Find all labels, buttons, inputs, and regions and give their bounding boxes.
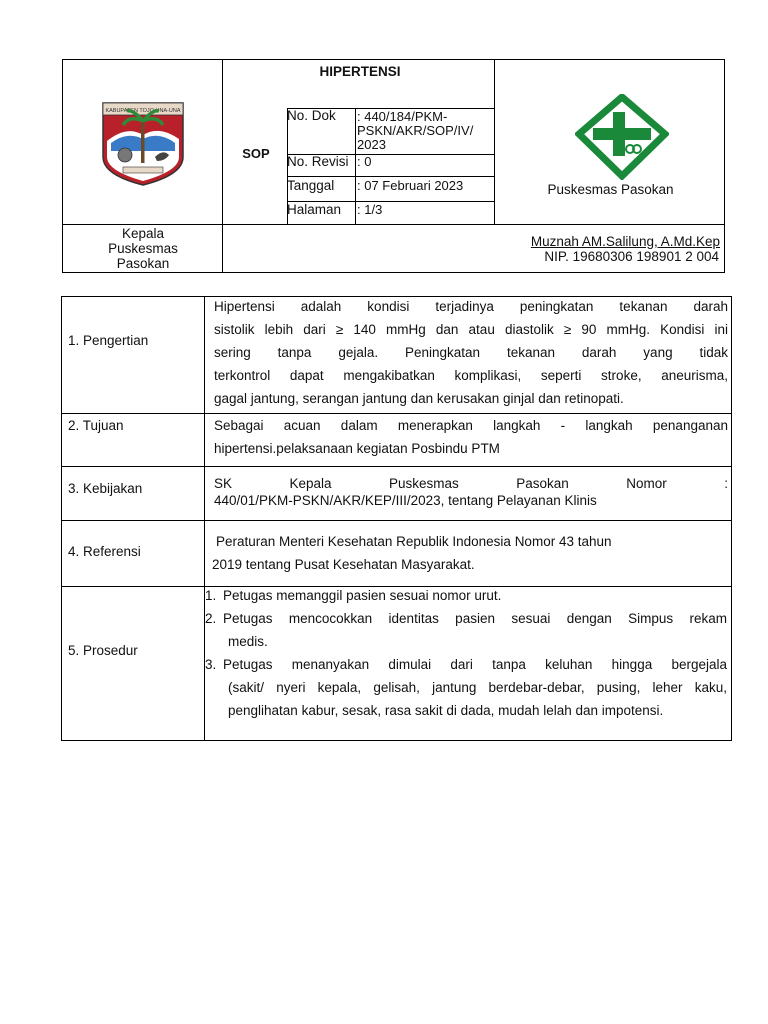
meta-value-line: 2023 (357, 137, 386, 152)
step-number: 1. (205, 588, 217, 603)
meta-value-line: PSKN/AKR/SOP/IV/ (357, 123, 474, 138)
approver-title-line: Pasokan (116, 256, 170, 271)
emblem-caption: KABUPATEN TOJO UNA-UNA (105, 107, 181, 114)
section-label-prosedur: 5. Prosedur (68, 643, 138, 658)
text-line: Petugas memanggil pasien sesuai nomor urut. (223, 588, 502, 603)
sop-label: SOP (242, 146, 270, 161)
meta-value-tanggal: : 07 Februari 2023 (357, 178, 464, 193)
meta-value-halaman: : 1/3 (357, 202, 383, 217)
text-line: 440/01/PKM-PSKN/AKR/KEP/III/2023, tentang Pelayanan Klinis (214, 493, 597, 508)
procedure-step (205, 584, 727, 607)
step-number: 3. (205, 657, 217, 672)
puskesmas-logo (575, 94, 669, 183)
text-line: (sakit/ nyeri kepala, gelisah, jantung berdebar-debar, pusing, leher kaku, (228, 680, 727, 695)
header-divider (287, 176, 495, 177)
table-divider (62, 466, 731, 467)
puskesmas-cross-logo-icon (575, 94, 669, 180)
document-title: HIPERTENSI (319, 64, 401, 79)
meta-value-line: : 440/184/PKM- (357, 109, 448, 124)
text-line: gagal jantung, serangan jantung dan kerusakan ginjal dan retinopati. (214, 391, 624, 406)
text-line: Hipertensi adalah kondisi terjadinya peningkatan tekanan darah (214, 299, 728, 314)
meta-label-no-revisi: No. Revisi (287, 154, 349, 169)
text-line: penglihatan kabur, sesak, rasa sakit di dada, mudah lelah dan impotensi. (228, 703, 664, 718)
text-line: terkontrol dapat mengakibatkan komplikasi, seperti stroke, aneurisma, (214, 368, 728, 383)
sop-content-table (61, 296, 732, 741)
text-line: sering tanpa gejala. Peningkatan tekanan darah yang tidak (214, 345, 728, 360)
approver-title (63, 226, 223, 271)
section-label-referensi: 4. Referensi (68, 544, 141, 559)
text-line: SK Kepala Puskesmas Pasokan Nomor : (214, 476, 728, 491)
procedure-step (205, 653, 727, 722)
section-text-kebijakan (214, 475, 728, 509)
section-label-tujuan: 2. Tujuan (68, 418, 124, 433)
left-logo-cell (63, 60, 223, 225)
section-label-kebijakan: 3. Kebijakan (68, 481, 143, 496)
meta-label-no-dok: No. Dok (287, 108, 336, 123)
step-number: 2. (205, 611, 217, 626)
text-line: 2019 tentang Pusat Kesehatan Masyarakat. (212, 557, 475, 572)
text-line: Petugas menanyakan dimulai dari tanpa keluhan hingga bergejala (223, 657, 727, 672)
text-line: medis. (228, 634, 268, 649)
meta-label-halaman: Halaman (287, 202, 342, 217)
meta-value-no-dok (357, 110, 499, 152)
signer-nip: NIP. 19680306 198901 2 004 (544, 249, 719, 264)
text-line: hipertensi.pelaksanaan kegiatan Posbindu PTM (214, 441, 500, 456)
sop-header-table (62, 59, 725, 273)
text-line: Peraturan Menteri Kesehatan Republik Indonesia Nomor 43 tahun (216, 534, 612, 549)
meta-value-no-revisi: : 0 (357, 154, 372, 169)
organization-name: Puskesmas Pasokan (547, 182, 674, 197)
section-text-pengertian (214, 295, 728, 410)
section-text-tujuan (214, 414, 728, 460)
section-label-pengertian: 1. Pengertian (68, 333, 149, 348)
signer-name: Muznah AM.Salilung, A.Md.Kep (530, 234, 720, 249)
procedure-step (205, 607, 727, 653)
text-line: Petugas mencocokkan identitas pasien sesuai dengan Simpus rekam (223, 611, 727, 626)
approver-title-line: Puskesmas (108, 241, 178, 256)
text-line: Sebagai acuan dalam menerapkan langkah - langkah penanganan (214, 418, 728, 433)
kabupaten-tojo-una-una-emblem-icon (97, 97, 189, 189)
meta-label-tanggal: Tanggal (287, 178, 335, 193)
table-divider (62, 520, 731, 521)
approver-title-line: Kepala (121, 226, 165, 241)
text-line: sistolik lebih dari ≥ 140 mmHg dan atau diastolik ≥ 90 mmHg. Kondisi ini (214, 322, 728, 337)
section-text-referensi (212, 530, 726, 576)
